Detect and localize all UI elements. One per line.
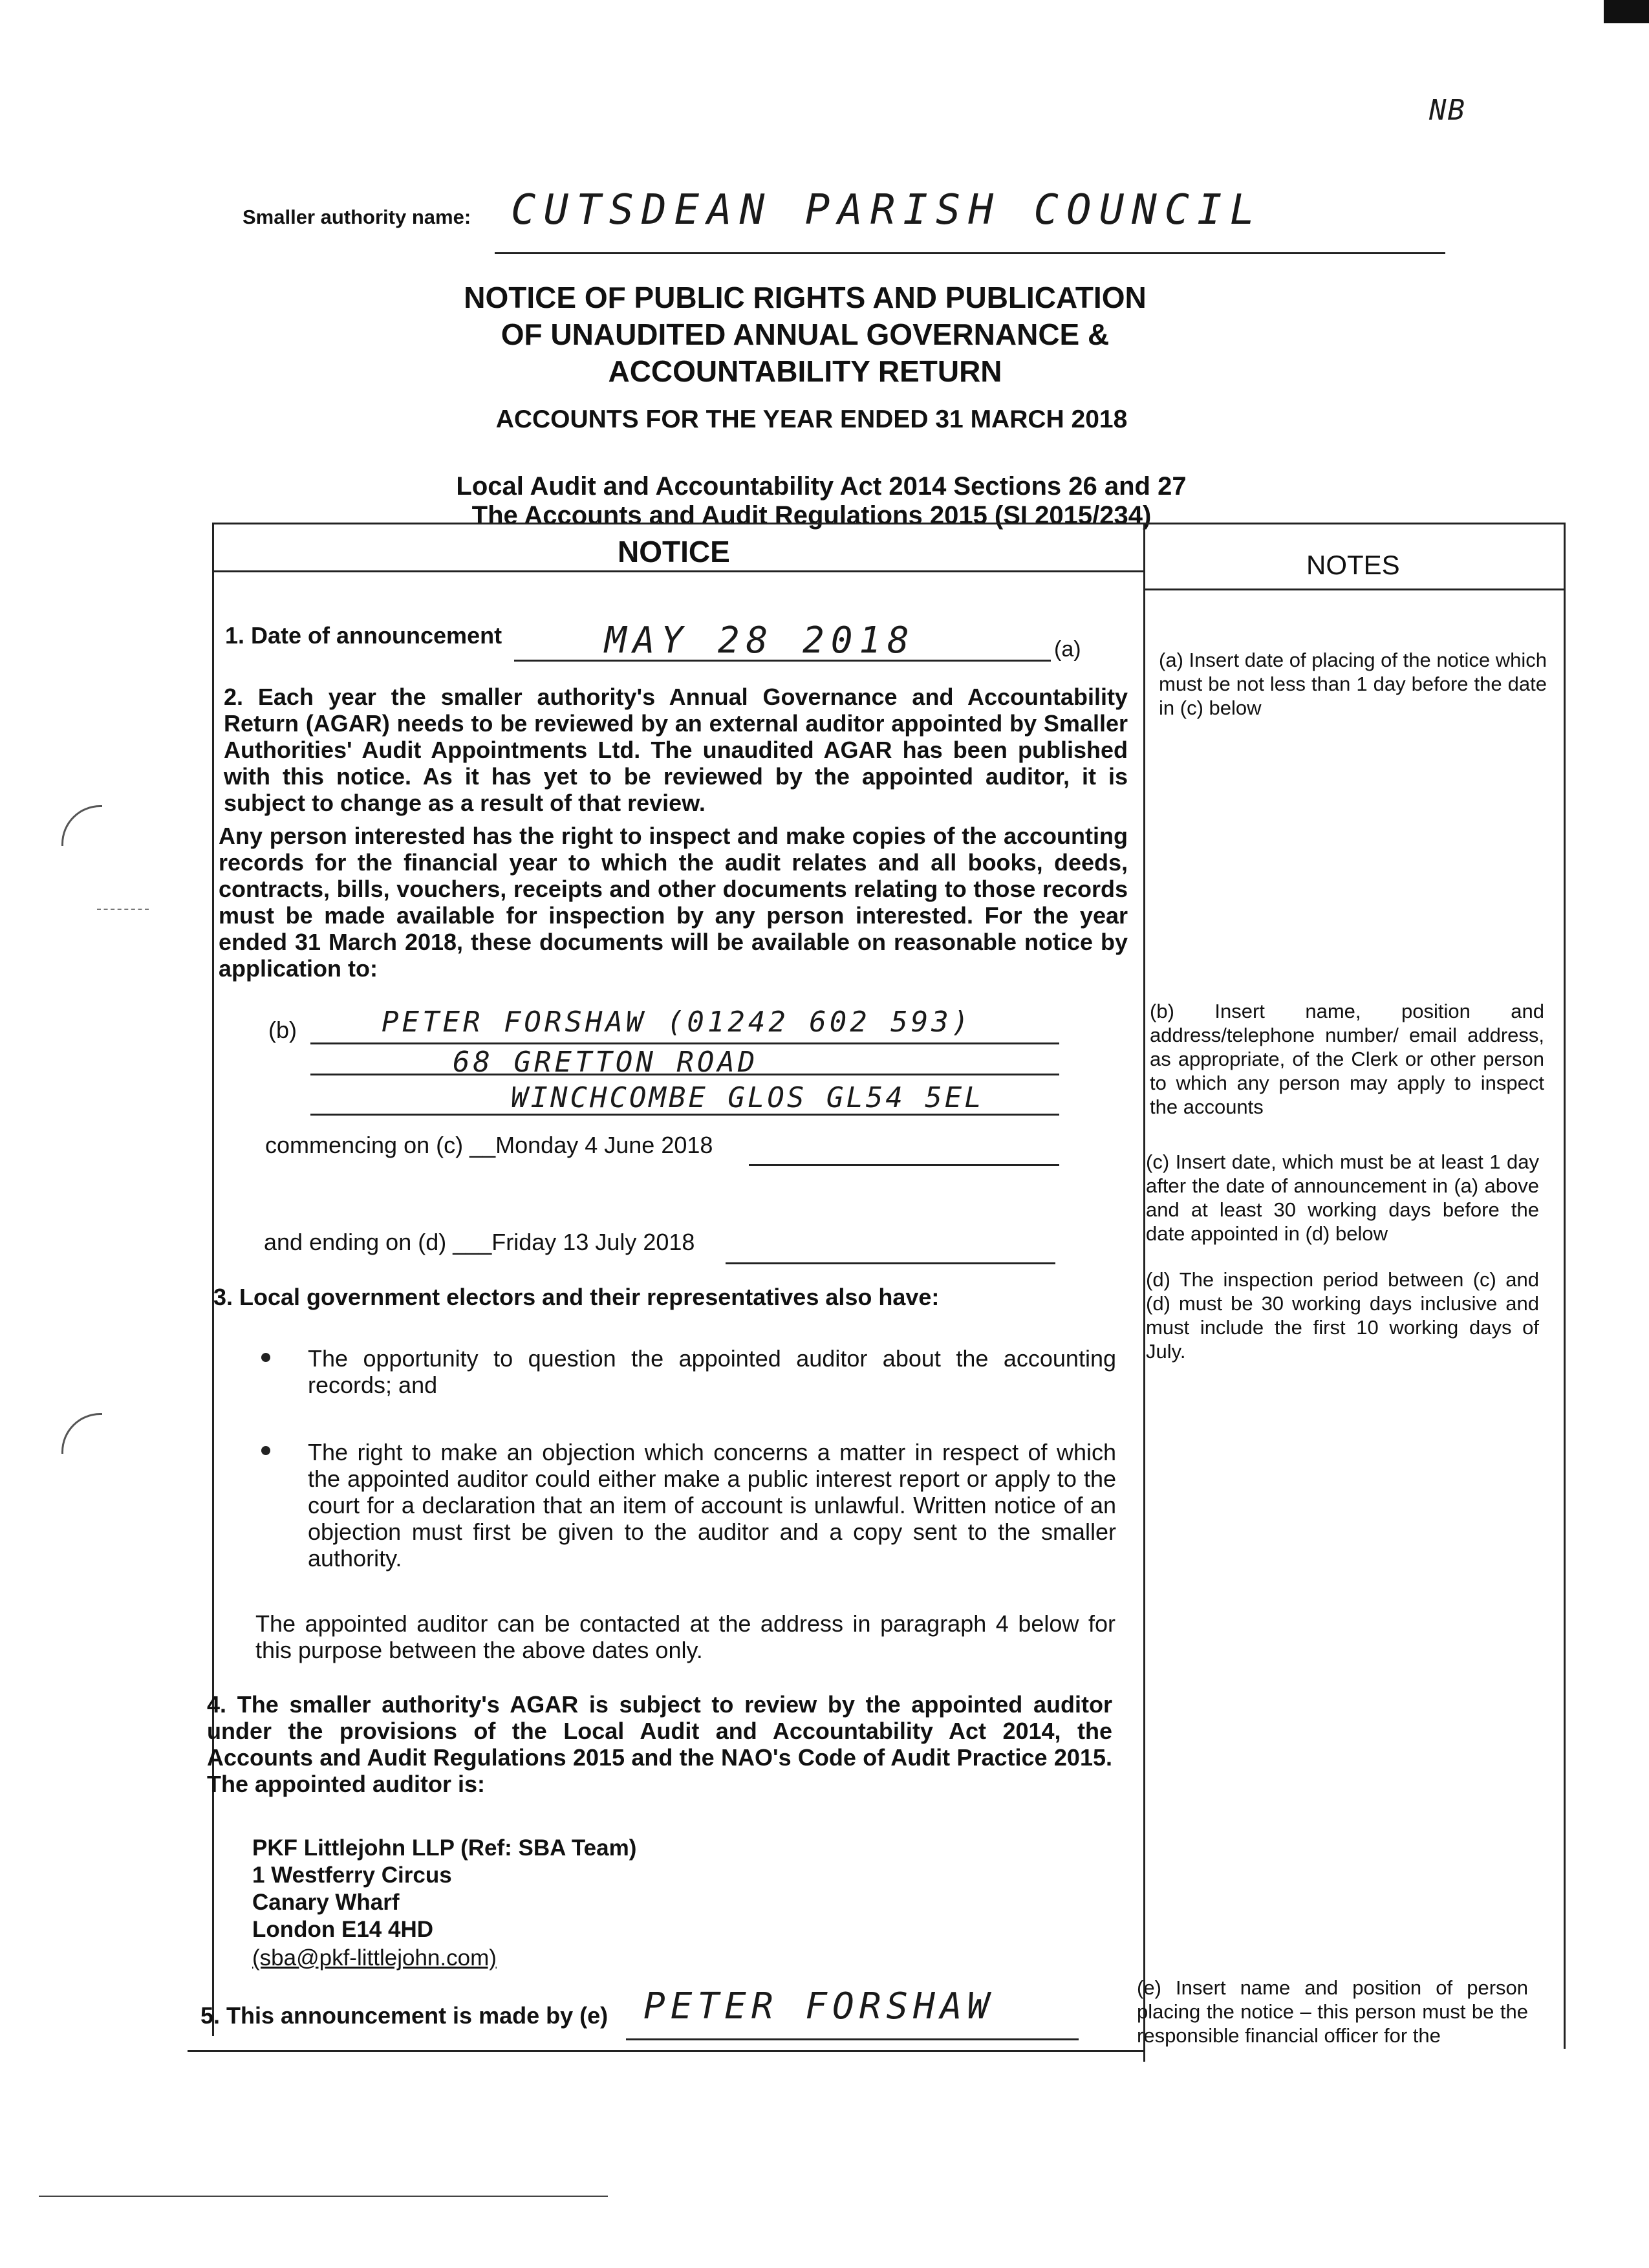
table-left-border [212, 523, 214, 2036]
date-of-announcement-value: MAY 28 2018 [605, 620, 916, 662]
section-3-heading: 3. Local government electors and their representatives also have: [213, 1284, 940, 1310]
ending-underline [726, 1262, 1055, 1264]
table-top-border [212, 523, 1565, 524]
scan-bottom-line [39, 2196, 608, 2197]
notes-header: NOTES [1306, 550, 1400, 580]
bullet-2 [261, 1446, 270, 1455]
auditor-address-3: London E14 4HD [252, 1917, 434, 1942]
commencing-underline [749, 1164, 1059, 1166]
note-c: (c) Insert date, which must be at least 1 day after the date of announcement in (a) above and at least 30 working days before the date appointed in (d) below [1146, 1150, 1539, 1245]
scan-dash-mark [97, 909, 149, 910]
auditor-email-link[interactable]: (sba@pkf-littlejohn.com) [252, 1945, 497, 1971]
table-divider [1143, 523, 1145, 2062]
contact-line-1: PETER FORSHAW (01242 602 593) [382, 1006, 973, 1039]
notice-header-rule [212, 570, 1143, 572]
contact-line-2: 68 GRETTON ROAD [453, 1046, 759, 1079]
section-2-paragraph: 2. Each year the smaller authority's Annual Governance and Accountability Return (AGAR) needs to be reviewed by an external auditor appointed by Smaller Authorities' Audit Appointments Ltd. The unaudited AGAR has been published with this notice. As it has yet to be reviewed by the appointed auditor, it is subject to change as a result of that review. [224, 684, 1128, 816]
act-heading-1: Local Audit and Accountability Act 2014 Sections 26 and 27 [456, 472, 1187, 501]
contact-underline-3 [310, 1114, 1059, 1116]
section-2-inspection-paragraph: Any person interested has the right to inspect and make copies of the accounting records for the financial year to which the audit relates and all books, deeds, contracts, bills, vouchers, receipts and other documents relating to those records must be made available for inspection by any person interested. For the year ended 31 March 2018, these documents will be available on reasonable notice by application to: [219, 823, 1128, 982]
notice-header: NOTICE [618, 535, 730, 568]
section-3-auditor-contact: The appointed auditor can be contacted at the address in paragraph 4 below for this purpose between the above dates only. [255, 1610, 1116, 1663]
date-suffix: (a) [1054, 637, 1081, 662]
note-b: (b) Insert name, position and address/telephone number/ email address, as appropriate, of the Clerk or other person to which any person may apply to inspect the accounts [1150, 1000, 1544, 1118]
auditor-name: PKF Littlejohn LLP (Ref: SBA Team) [252, 1835, 637, 1861]
corner-mark: NB [1429, 94, 1466, 127]
table-bottom-border [188, 2050, 1145, 2052]
scan-corner-block [1604, 0, 1649, 23]
accounts-year-heading: ACCOUNTS FOR THE YEAR ENDED 31 MARCH 2018 [495, 405, 1128, 433]
contact-label: (b) [268, 1017, 297, 1043]
table-right-border [1564, 523, 1566, 2049]
bullet-1 [261, 1353, 270, 1362]
note-a: (a) Insert date of placing of the notice which must be not less than 1 day before the date in (c) below [1159, 649, 1547, 719]
note-e: (e) Insert name and position of person placing the notice – this person must be the responsible financial officer for the [1137, 1976, 1528, 2047]
notes-header-rule [1143, 589, 1565, 590]
date-underline [514, 660, 1051, 662]
announcer-name: PETER FORSHAW [643, 1985, 995, 2027]
date-of-announcement-label: 1. Date of announcement [225, 622, 502, 649]
section-4-paragraph: 4. The smaller authority's AGAR is subject to review by the appointed auditor under the provisions of the Local Audit and Accountability Act 2014, the Accounts and Audit Regulations 2015 and the NAO's Code of Audit Practice 2015. The appointed auditor is: [207, 1691, 1112, 1797]
contact-line-3: WINCHCOMBE GLOS GL54 5EL [511, 1081, 984, 1114]
punch-hole-mark-bottom [61, 1413, 102, 1454]
authority-name-label: Smaller authority name: [242, 206, 471, 228]
section-3-bullet-2: The right to make an objection which concerns a matter in respect of which the appointed auditor could either make a public interest report or apply to the court for a declaration that an item of account is unlawful. Written notice of an objection must first be given to the auditor and a copy sent to the smaller authority. [308, 1439, 1116, 1571]
act-heading-2: The Accounts and Audit Regulations 2015 (SI 2015/234) [471, 501, 1152, 530]
auditor-address-2: Canary Wharf [252, 1890, 400, 1915]
announcer-underline [626, 2038, 1079, 2040]
ending-date: and ending on (d) ___Friday 13 July 2018 [264, 1229, 695, 1255]
heading-line-3: ACCOUNTABILITY RETURN [608, 354, 1002, 388]
heading-line-2: OF UNAUDITED ANNUAL GOVERNANCE & [501, 318, 1110, 351]
authority-name-value: CUTSDEAN PARISH COUNCIL [511, 186, 1263, 234]
heading-line-1: NOTICE OF PUBLIC RIGHTS AND PUBLICATION [464, 281, 1147, 314]
authority-name-underline [495, 252, 1445, 254]
punch-hole-mark-top [61, 805, 102, 846]
section-5-label: 5. This announcement is made by (e) [200, 2002, 609, 2029]
commencing-date: commencing on (c) __Monday 4 June 2018 [265, 1132, 713, 1158]
contact-underline-2 [310, 1074, 1059, 1075]
contact-underline-1 [310, 1042, 1059, 1044]
note-d: (d) The inspection period between (c) and (d) must be 30 working days inclusive and must include the first 10 working days of July. [1146, 1268, 1539, 1363]
section-3-bullet-1: The opportunity to question the appointed auditor about the accounting records; and [308, 1345, 1116, 1398]
auditor-address-1: 1 Westferry Circus [252, 1863, 452, 1888]
